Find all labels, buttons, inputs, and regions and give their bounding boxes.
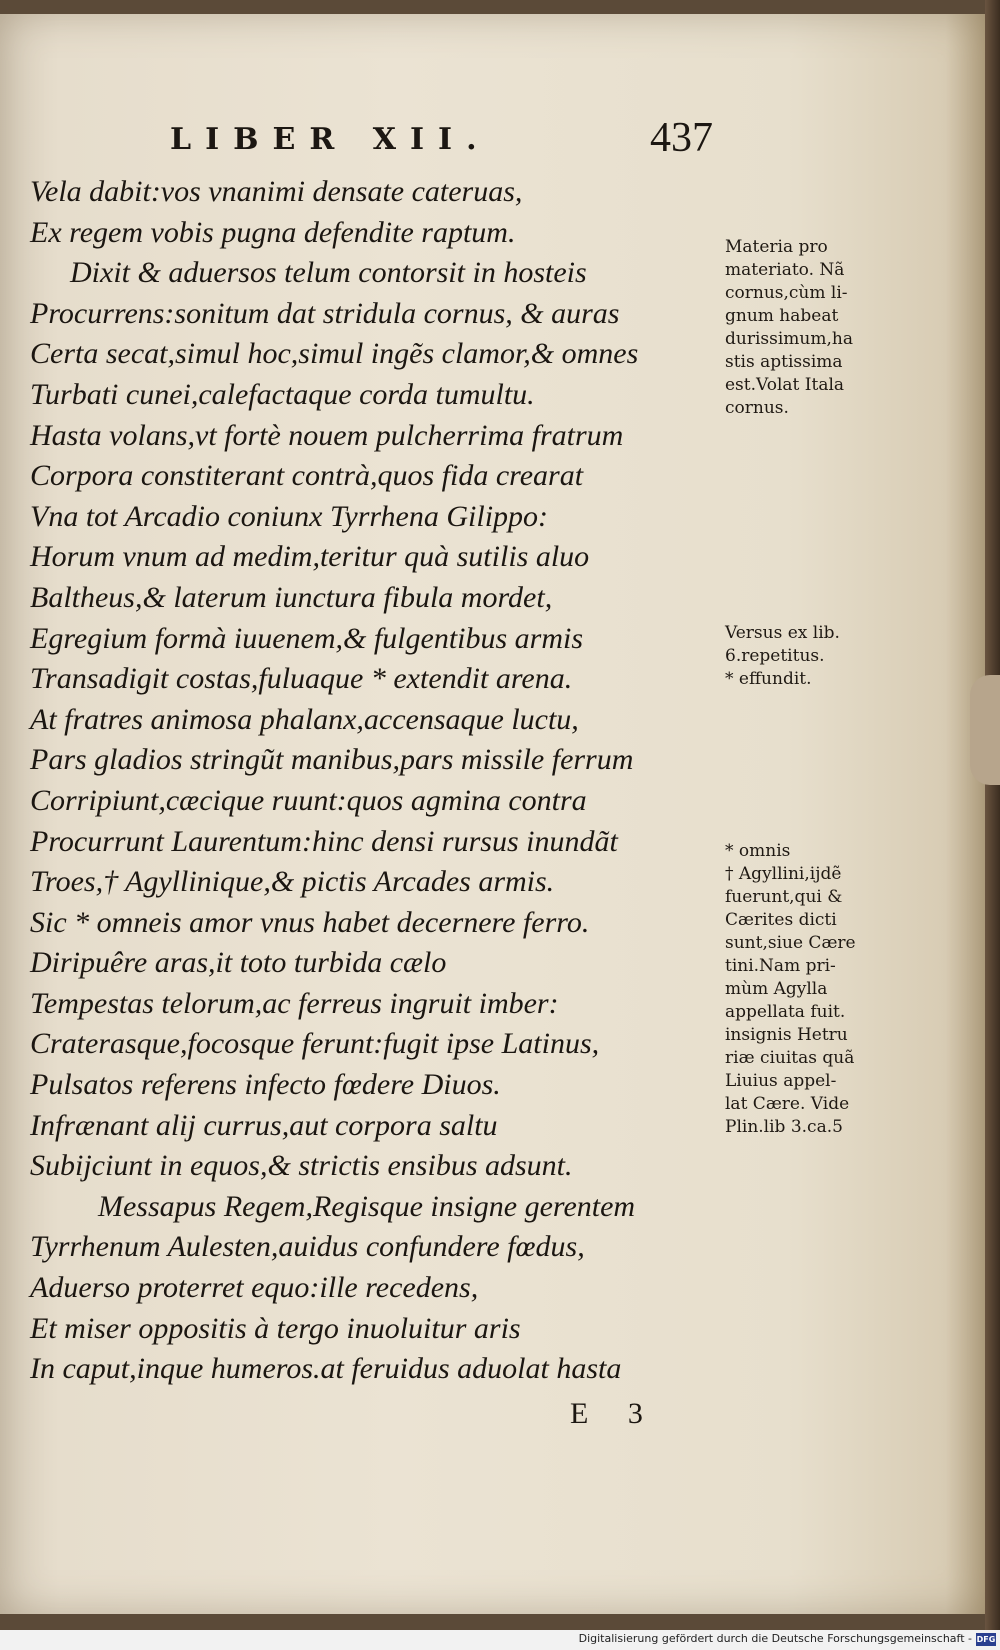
verse-line: Pulsatos referens infecto fœdere Diuos. xyxy=(30,1068,501,1102)
verse-line: At fratres animosa phalanx,accensaque luctu, xyxy=(30,702,579,736)
running-title: LIBER XII. xyxy=(170,122,491,157)
margin-note-line: lat Cære. Vide xyxy=(725,1094,850,1114)
verse-line: Procurrens:sonitum dat stridula cornus, & auras xyxy=(30,296,620,330)
margin-note-line: gnum habeat xyxy=(725,306,839,326)
margin-note-agyllini xyxy=(725,840,915,1139)
page-header xyxy=(170,115,730,164)
verse-line: Subijciunt in equos,& strictis ensibus adsunt. xyxy=(30,1149,573,1183)
verse-line: Tyrrhenum Aulesten,auidus confundere fœdus, xyxy=(30,1230,585,1264)
verse-line: Vela dabit:vos vnanimi densate cateruas, xyxy=(30,175,523,208)
margin-note-line: * omnis xyxy=(725,841,791,861)
margin-note-line: 6.repetitus. xyxy=(725,646,825,666)
margin-note-line: insignis Hetru xyxy=(725,1025,848,1045)
verse-line: Sic * omneis amor vnus habet decernere ferro. xyxy=(30,905,590,939)
verse-line: Procurrunt Laurentum:hinc densi rursus inundãt xyxy=(30,824,618,858)
margin-note-line: appellata fuit. xyxy=(725,1002,846,1022)
verse-line: Turbati cunei,calefactaque corda tumultu. xyxy=(30,377,535,411)
verse-line: Corpora constiterant contrà,quos fida crearat xyxy=(30,459,584,493)
verse-line: Infrænant alij currus,aut corpora saltu xyxy=(30,1108,498,1142)
page-tab xyxy=(970,675,1000,785)
verse-text xyxy=(30,172,730,1390)
dfg-logo: DFG xyxy=(976,1635,996,1644)
book-page xyxy=(0,14,985,1614)
verse-line: Pars gladios stringũt manibus,pars missile ferrum xyxy=(30,743,634,777)
margin-note-line: Versus ex lib. xyxy=(725,623,840,643)
margin-note-line: Plin.lib 3.ca.5 xyxy=(725,1117,843,1137)
verse-line: Messapus Regem,Regisque insigne gerentem xyxy=(98,1189,636,1223)
margin-note-line: Cærites dicti xyxy=(725,910,837,930)
margin-note-line: * effundit. xyxy=(725,669,812,689)
margin-note-line: Materia pro xyxy=(725,237,828,257)
verse-line: Tempestas telorum,ac ferreus ingruit imber: xyxy=(30,986,559,1020)
margin-note-line: cornus,cùm li- xyxy=(725,283,848,303)
page-number: 437 xyxy=(650,115,713,161)
margin-note-line: est.Volat Itala xyxy=(725,375,845,395)
margin-note-line: Liuius appel- xyxy=(725,1071,837,1091)
book-edge xyxy=(985,0,1000,1650)
verse-line: Egregium formà iuuenem,& fulgentibus armis xyxy=(30,621,584,655)
verse-line: Et miser oppositis à tergo inuoluitur aris xyxy=(30,1311,521,1345)
margin-note-line: † Agyllini,ijdẽ xyxy=(725,864,842,884)
verse-line: Troes,† Agyllinique,& pictis Arcades armis. xyxy=(30,865,555,899)
signature-mark: E 3 xyxy=(570,1397,659,1430)
verse-line: Corripiunt,cæcique ruunt:quos agmina contra xyxy=(30,783,587,817)
verse-line: In caput,inque humeros.at feruidus aduolat hasta xyxy=(30,1352,622,1386)
verse-line: Certa secat,simul hoc,simul ingẽs clamor,& omnes xyxy=(30,337,639,371)
verse-line: Diripuêre aras,it toto turbida cælo xyxy=(30,946,447,980)
verse-line: Ex regem vobis pugna defendite raptum. xyxy=(30,215,516,249)
margin-note-line: fuerunt,qui & xyxy=(725,887,843,907)
margin-note-line: durissimum,ha xyxy=(725,329,853,349)
margin-note-line: tini.Nam pri- xyxy=(725,956,836,976)
verse-line: Craterasque,focosque ferunt:fugit ipse Latinus, xyxy=(30,1027,600,1061)
verse-line: Hasta volans,vt fortè nouem pulcherrima fratrum xyxy=(30,418,624,452)
margin-note-line: materiato. Nã xyxy=(725,260,845,280)
margin-note-line: mùm Agylla xyxy=(725,979,828,999)
footer-credit: Digitalisierung gefördert durch die Deutsche Forschungsgemeinschaft - xyxy=(578,1632,972,1645)
margin-note-line: cornus. xyxy=(725,398,789,418)
verse-line: Horum vnum ad medim,teritur quà sutilis aluo xyxy=(30,540,590,574)
margin-note-line: riæ ciuitas quã xyxy=(725,1048,855,1068)
verse-line: Dixit & aduersos telum contorsit in hosteis xyxy=(70,256,587,290)
footer-bar xyxy=(0,1630,1000,1650)
margin-note-line: sunt,siue Cære xyxy=(725,933,856,953)
margin-note-versus xyxy=(725,622,915,691)
verse-line: Aduerso proterret equo:ille recedens, xyxy=(30,1271,479,1305)
verse-line: Transadigit costas,fuluaque * extendit arena. xyxy=(30,662,573,696)
verse-line: Baltheus,& laterum iunctura fibula mordet, xyxy=(30,580,553,614)
margin-note-line: stis aptissima xyxy=(725,352,843,372)
verse-line: Vna tot Arcadio coniunx Tyrrhena Gilippo: xyxy=(30,499,549,533)
margin-note-cornus xyxy=(725,236,915,420)
